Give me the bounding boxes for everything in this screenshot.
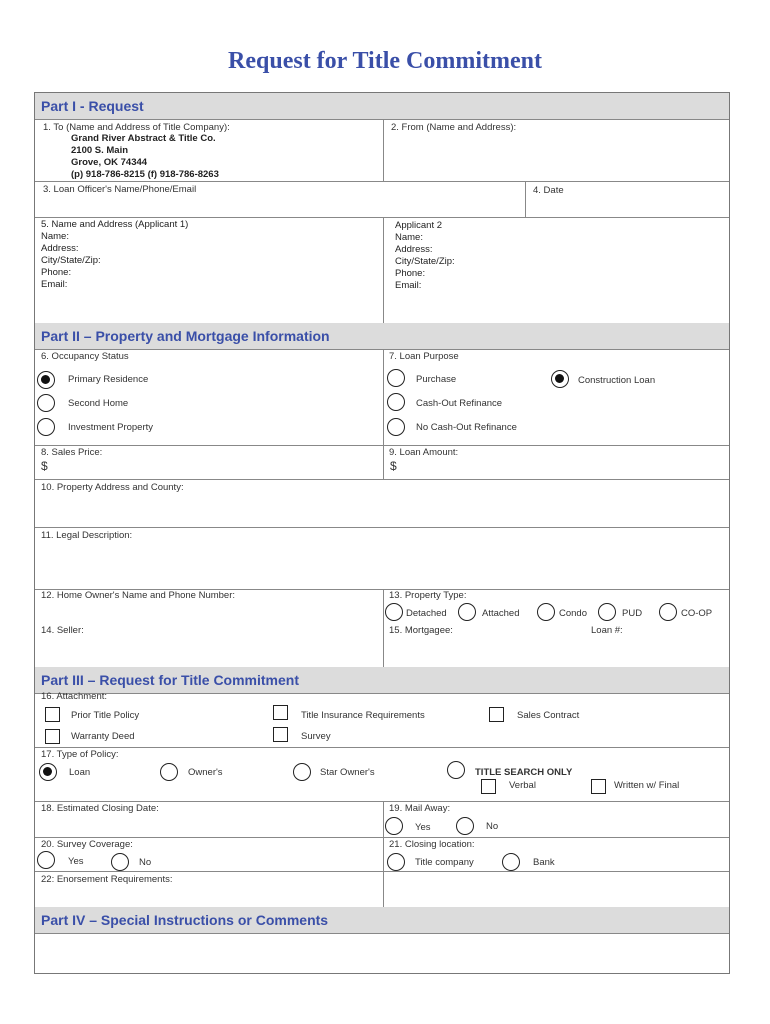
company-name: Grand River Abstract & Title Co. [71, 133, 216, 144]
title-company-address [71, 133, 219, 181]
endorsement-label: 22: Enorsement Requirements: [41, 874, 173, 885]
property-type-label: 13. Property Type: [389, 590, 467, 601]
co-op-label: CO-OP [681, 608, 713, 619]
part4-header: Part IV – Special Instructions or Comments [35, 907, 729, 933]
endorsement-field[interactable] [39, 885, 379, 905]
survey-no-label: No [139, 857, 152, 868]
field4-label: 4. Date [533, 185, 564, 196]
verbal-checkbox[interactable] [481, 779, 496, 794]
purchase-radio[interactable] [387, 369, 405, 387]
legal-description-field[interactable] [39, 541, 723, 587]
prior-title-policy-checkbox[interactable] [45, 707, 60, 722]
mail-away-yes-label: Yes [415, 822, 431, 833]
applicant1-block[interactable]: 5. Name and Address (Applicant 1) Name: Address: City/State/Zip: Phone: Email: [41, 219, 189, 290]
no-cash-out-refinance-label: No Cash-Out Refinance [416, 422, 517, 433]
owners-policy-radio[interactable] [160, 763, 178, 781]
survey-coverage-label: 20. Survey Coverage: [41, 839, 133, 850]
loan-policy-radio[interactable] [39, 763, 57, 781]
title-insurance-requirements-label: Title Insurance Requirements [301, 710, 425, 721]
primary-residence-label: Primary Residence [68, 374, 149, 385]
loan-amount-label: 9. Loan Amount: [389, 447, 459, 458]
survey-yes-radio[interactable] [37, 851, 55, 869]
title-company-label: Title company [415, 857, 474, 868]
title-search-only-radio[interactable] [447, 761, 465, 779]
bank-label: Bank [533, 857, 555, 868]
survey-checkbox[interactable] [273, 727, 288, 742]
investment-property-radio[interactable] [37, 418, 55, 436]
seller-field[interactable] [39, 636, 379, 664]
mail-away-label: 19. Mail Away: [389, 803, 451, 814]
applicant2-block[interactable]: Applicant 2 Name: Address: City/State/Zip: Phone: Email: [395, 220, 455, 291]
sales-contract-label: Sales Contract [517, 710, 580, 721]
loan-amount-dollar: $ [390, 459, 397, 473]
sales-price-field[interactable] [53, 457, 373, 475]
loan-officer-field[interactable] [39, 195, 519, 215]
mail-away-no-radio[interactable] [456, 817, 474, 835]
second-home-radio[interactable] [37, 394, 55, 412]
loan-amount-field[interactable] [401, 457, 721, 475]
policy-type-label: 17. Type of Policy: [41, 749, 119, 760]
title-company-radio[interactable] [387, 853, 405, 871]
part3-header: Part III – Request for Title Commitment [35, 667, 729, 693]
star-owners-label: Star Owner's [320, 767, 375, 778]
verbal-label: Verbal [509, 780, 536, 791]
sales-contract-checkbox[interactable] [489, 707, 504, 722]
prior-title-policy-label: Prior Title Policy [71, 710, 140, 721]
co-op-radio[interactable] [659, 603, 677, 621]
company-street: 2100 S. Main [71, 145, 129, 156]
purchase-label: Purchase [416, 374, 457, 385]
sales-price-label: 8. Sales Price: [41, 447, 103, 458]
company-city: Grove, OK 74344 [71, 157, 148, 168]
owners-policy-label: Owner's [188, 767, 223, 778]
seller-label: 14. Seller: [41, 625, 84, 636]
occupancy-label: 6. Occupancy Status [41, 351, 129, 362]
field1-label: 1. To (Name and Address of Title Company): [43, 122, 230, 133]
from-field[interactable] [384, 129, 724, 179]
written-with-final-checkbox[interactable] [591, 779, 606, 794]
survey-label: Survey [301, 731, 331, 742]
title-search-only-label: TITLE SEARCH ONLY [475, 767, 573, 778]
warranty-deed-checkbox[interactable] [45, 729, 60, 744]
mail-away-no-label: No [486, 821, 499, 832]
property-address-label: 10. Property Address and County: [41, 482, 184, 493]
mail-away-yes-radio[interactable] [385, 817, 403, 835]
cash-out-refinance-label: Cash-Out Refinance [416, 398, 503, 409]
loan-purpose-label: 7. Loan Purpose [389, 351, 459, 362]
closing-date-field[interactable] [39, 815, 379, 835]
primary-residence-radio[interactable] [37, 371, 55, 389]
written-with-final-label: Written w/ Final [614, 780, 680, 791]
request-form [34, 92, 730, 974]
property-address-field[interactable] [39, 493, 723, 525]
field3-label: 3. Loan Officer's Name/Phone/Email [43, 184, 197, 195]
date-field[interactable] [527, 197, 725, 215]
field2-label: 2. From (Name and Address): [391, 122, 517, 133]
star-owners-radio[interactable] [293, 763, 311, 781]
page-title: Request for Title Commitment [228, 48, 542, 74]
company-phone: (p) 918-786-8215 (f) 918-786-8263 [71, 169, 219, 180]
legal-description-label: 11. Legal Description: [41, 530, 133, 541]
pud-radio[interactable] [598, 603, 616, 621]
warranty-deed-label: Warranty Deed [71, 731, 135, 742]
loan-policy-label: Loan [69, 767, 91, 778]
no-cash-out-refinance-radio[interactable] [387, 418, 405, 436]
home-owner-label: 12. Home Owner's Name and Phone Number: [41, 590, 236, 601]
condo-radio[interactable] [537, 603, 555, 621]
pud-label: PUD [622, 608, 643, 619]
attachment-label: 16. Attachment: [41, 691, 108, 702]
survey-yes-label: Yes [68, 856, 84, 867]
investment-property-label: Investment Property [68, 422, 154, 433]
attached-label: Attached [482, 608, 520, 619]
sales-price-dollar: $ [41, 459, 48, 473]
mortgagee-label: 15. Mortgagee: [389, 625, 453, 636]
detached-radio[interactable] [385, 603, 403, 621]
condo-label: Condo [559, 608, 587, 619]
construction-loan-label: Construction Loan [578, 375, 656, 386]
construction-loan-radio[interactable] [551, 370, 569, 388]
attached-radio[interactable] [458, 603, 476, 621]
special-instructions-field[interactable] [39, 935, 723, 969]
title-insurance-requirements-checkbox[interactable] [273, 705, 288, 720]
closing-location-label: 21. Closing location: [389, 839, 475, 850]
part1-header: Part I - Request [35, 93, 729, 119]
closing-date-label: 18. Estimated Closing Date: [41, 803, 159, 814]
second-home-label: Second Home [68, 398, 129, 409]
loan-number-label: Loan #: [591, 625, 623, 636]
cash-out-refinance-radio[interactable] [387, 393, 405, 411]
detached-label: Detached [406, 608, 447, 619]
part2-header: Part II – Property and Mortgage Information [35, 323, 729, 349]
bank-radio[interactable] [502, 853, 520, 871]
survey-no-radio[interactable] [111, 853, 129, 871]
